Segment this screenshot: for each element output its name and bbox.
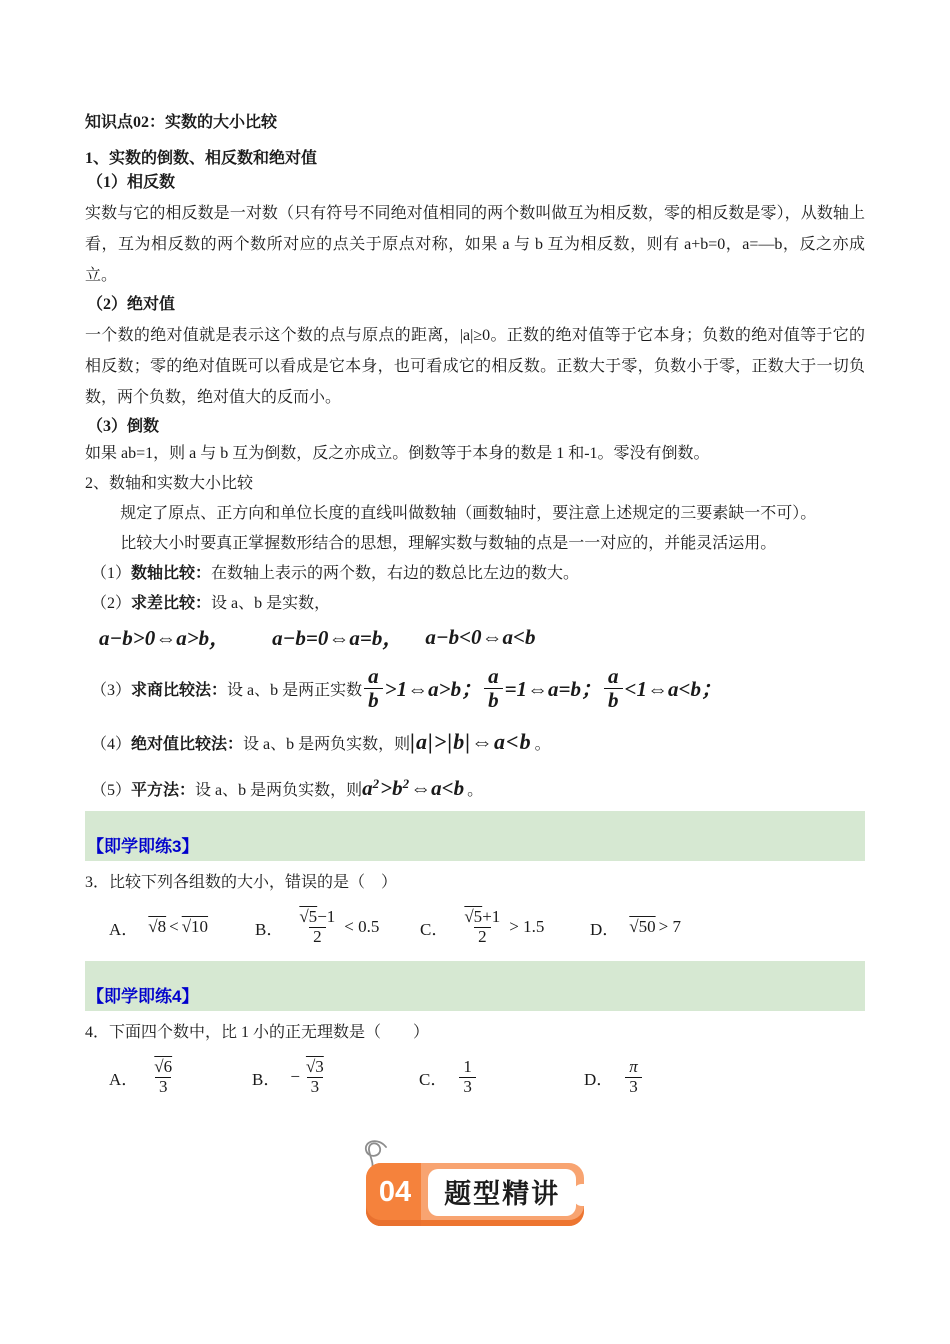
q3-option-a <box>109 915 255 940</box>
method-5-text: 设 a、b 是两负实数，则 <box>195 781 363 799</box>
method-1-text: 在数轴上表示的两个数，右边的数总比左边的数大。 <box>211 565 580 582</box>
difference-formula-row <box>99 621 865 653</box>
fraction: $\frac{√6}{3}$ <box>154 1057 173 1096</box>
question-3-text: 比较下列各组数的大小，错误的是（ ） <box>109 874 398 891</box>
minus-sign: − <box>290 1067 300 1086</box>
method-2-prefix: （2） <box>91 595 132 612</box>
option-math: $\frac{√5-1}{2}$ < 0.5 <box>293 908 382 946</box>
section-2-paragraph-2: 比较大小时要真正掌握数形结合的思想，理解实数与数轴的点是一一对应的，并能灵活运用。 <box>120 535 777 552</box>
method-5-name: 平方法： <box>131 781 196 799</box>
option-label: B． <box>252 1069 281 1089</box>
q4-option-a <box>109 1058 252 1096</box>
method-3-text: 设 a、b 是两正实数 <box>227 681 363 699</box>
q3-option-b <box>255 908 420 946</box>
fraction-a-over-b: $\frac{a}{b}$ <box>604 665 623 711</box>
sub2-heading: （2）绝对值 <box>87 296 176 313</box>
difference-formula-3: a−b<0⇔a<b <box>425 624 536 649</box>
fraction-a-over-b: $\frac{a}{b}$ <box>484 665 503 711</box>
sub3-paragraph: 如果 ab=1，则 a 与 b 互为倒数，反之亦成立。倒数等于本身的数是 1 和-1。零没有倒数。 <box>85 445 710 462</box>
section-04-badge <box>366 1163 584 1226</box>
method-3-quotient-compare <box>85 659 865 717</box>
method-3-prefix: （3） <box>91 681 132 699</box>
badge-notch <box>573 1184 584 1206</box>
sqrt-50: √50 <box>629 917 656 936</box>
practice-4-banner <box>85 961 865 1011</box>
option-math <box>457 1058 478 1096</box>
section-1-title: 1、实数的倒数、相反数和绝对值 <box>85 150 318 167</box>
sub1-paragraph: 实数与它的相反数是一对数（只有符号不同绝对值相同的两个数叫做互为相反数，零的相反数是零），从数轴上看，互为相反数的两个数所对应的点关于原点对称，如果 a 与 b 互为相反数，则有 a+b=0，a=—b，反之亦成立。 <box>85 205 865 284</box>
option-label: C． <box>419 1069 448 1089</box>
practice-4-header: 【即学即练4】 <box>87 987 199 1006</box>
method-1-name: 数轴比较： <box>131 565 212 582</box>
section-badge-area <box>0 1163 950 1226</box>
section-2-paragraph-1: 规定了原点、正方向和单位长度的直线叫做数轴（画数轴时，要注意上述规定的三要素缺一不可）。 <box>120 505 817 522</box>
option-math <box>623 1058 644 1096</box>
absolute-value-formula: |a|>|b|⇔a<b <box>410 729 532 754</box>
sub1-heading: （1）相反数 <box>87 174 176 191</box>
method-5-prefix: （5） <box>91 781 132 799</box>
fraction: $\frac{\pi}{3}$ <box>625 1058 642 1096</box>
option-label: D． <box>590 919 620 939</box>
method-1-prefix: （1） <box>91 565 132 582</box>
method-4-name: 绝对值比较法： <box>131 735 244 753</box>
option-math: √8 < √10 <box>148 917 209 936</box>
question-4-stem <box>85 1021 865 1045</box>
fraction: $\frac{√3}{3}$ <box>305 1057 324 1096</box>
badge-number: 04 <box>366 1163 421 1226</box>
badge-label: 题型精讲 <box>428 1169 576 1216</box>
difference-formula-2: a−b=0⇔a=b， <box>272 626 404 650</box>
q4-option-d <box>584 1058 644 1096</box>
method-2-text: 设 a、b 是实数， <box>211 595 331 612</box>
fraction: $\frac{√5-1}{2}$ <box>299 907 336 946</box>
method-2-difference-compare <box>85 589 865 619</box>
q4-option-b <box>252 1058 419 1096</box>
method-2-name: 求差比较： <box>131 595 212 612</box>
q4-option-c <box>419 1058 584 1096</box>
option-label: B． <box>255 919 284 939</box>
question-3-stem <box>85 871 865 895</box>
option-label: C． <box>420 919 449 939</box>
knowledge-point-title: 知识点02：实数的大小比较 <box>85 114 278 131</box>
difference-formula-1: a−b>0⇔a>b， <box>99 626 231 650</box>
period: 。 <box>467 781 484 799</box>
document-content <box>85 112 865 1106</box>
question-3-options <box>85 898 865 956</box>
quotient-formula-2: $\frac{a}{b}$ =1⇔a=b； <box>482 665 602 711</box>
method-4-absolute-value-compare <box>85 724 865 760</box>
quotient-formula-1: $\frac{a}{b}$ >1⇔a>b； <box>362 665 482 711</box>
q3-option-d <box>590 915 684 940</box>
method-3-name: 求商比较法： <box>131 681 228 699</box>
fraction-a-over-b: $\frac{a}{b}$ <box>364 665 383 711</box>
question-4-number: 4． <box>85 1024 110 1041</box>
sqrt-10: √10 <box>181 917 209 936</box>
square-formula: $a^2>b^2\Leftrightarrow a<b$ <box>362 775 465 800</box>
option-math <box>148 1058 178 1096</box>
option-label: D． <box>584 1069 614 1089</box>
period: 。 <box>534 735 551 753</box>
question-4-options <box>85 1048 865 1106</box>
method-4-prefix: （4） <box>91 735 132 753</box>
option-math: √50 > 7 <box>629 917 681 936</box>
method-1-axis-compare <box>85 559 865 589</box>
sub3-heading: （3）倒数 <box>87 418 160 435</box>
method-5-square-compare <box>85 770 865 806</box>
quotient-formula-3: $\frac{a}{b}$ <1⇔a<b； <box>602 665 722 711</box>
sub2-paragraph: 一个数的绝对值就是表示这个数的点与原点的距离，|a|≥0。正数的绝对值等于它本身；负数的绝对值等于它的相反数；零的绝对值既可以看成是它本身，也可看成它的相反数。正数大于零，负数小于零，正数大于一切负数，两个负数，绝对值大的反而小。 <box>85 327 865 406</box>
method-4-text: 设 a、b 是两负实数，则 <box>243 735 411 753</box>
question-3-number: 3． <box>85 874 110 891</box>
option-math: $\frac{√5+1}{2}$ > 1.5 <box>458 908 547 946</box>
option-math <box>290 1058 329 1096</box>
option-label: A． <box>109 1069 139 1089</box>
question-4-text: 下面四个数中，比 1 小的正无理数是（ ） <box>109 1024 430 1041</box>
sqrt-8: √8 <box>148 917 167 936</box>
q3-option-c <box>420 908 590 946</box>
fraction: $\frac{1}{3}$ <box>459 1058 476 1096</box>
fraction: $\frac{√5+1}{2}$ <box>464 907 501 946</box>
section-2-title: 2、数轴和实数大小比较 <box>85 475 254 492</box>
badge-wrap <box>366 1163 584 1226</box>
practice-3-banner <box>85 811 865 861</box>
practice-3-header: 【即学即练3】 <box>87 837 199 856</box>
option-label: A． <box>109 919 139 939</box>
